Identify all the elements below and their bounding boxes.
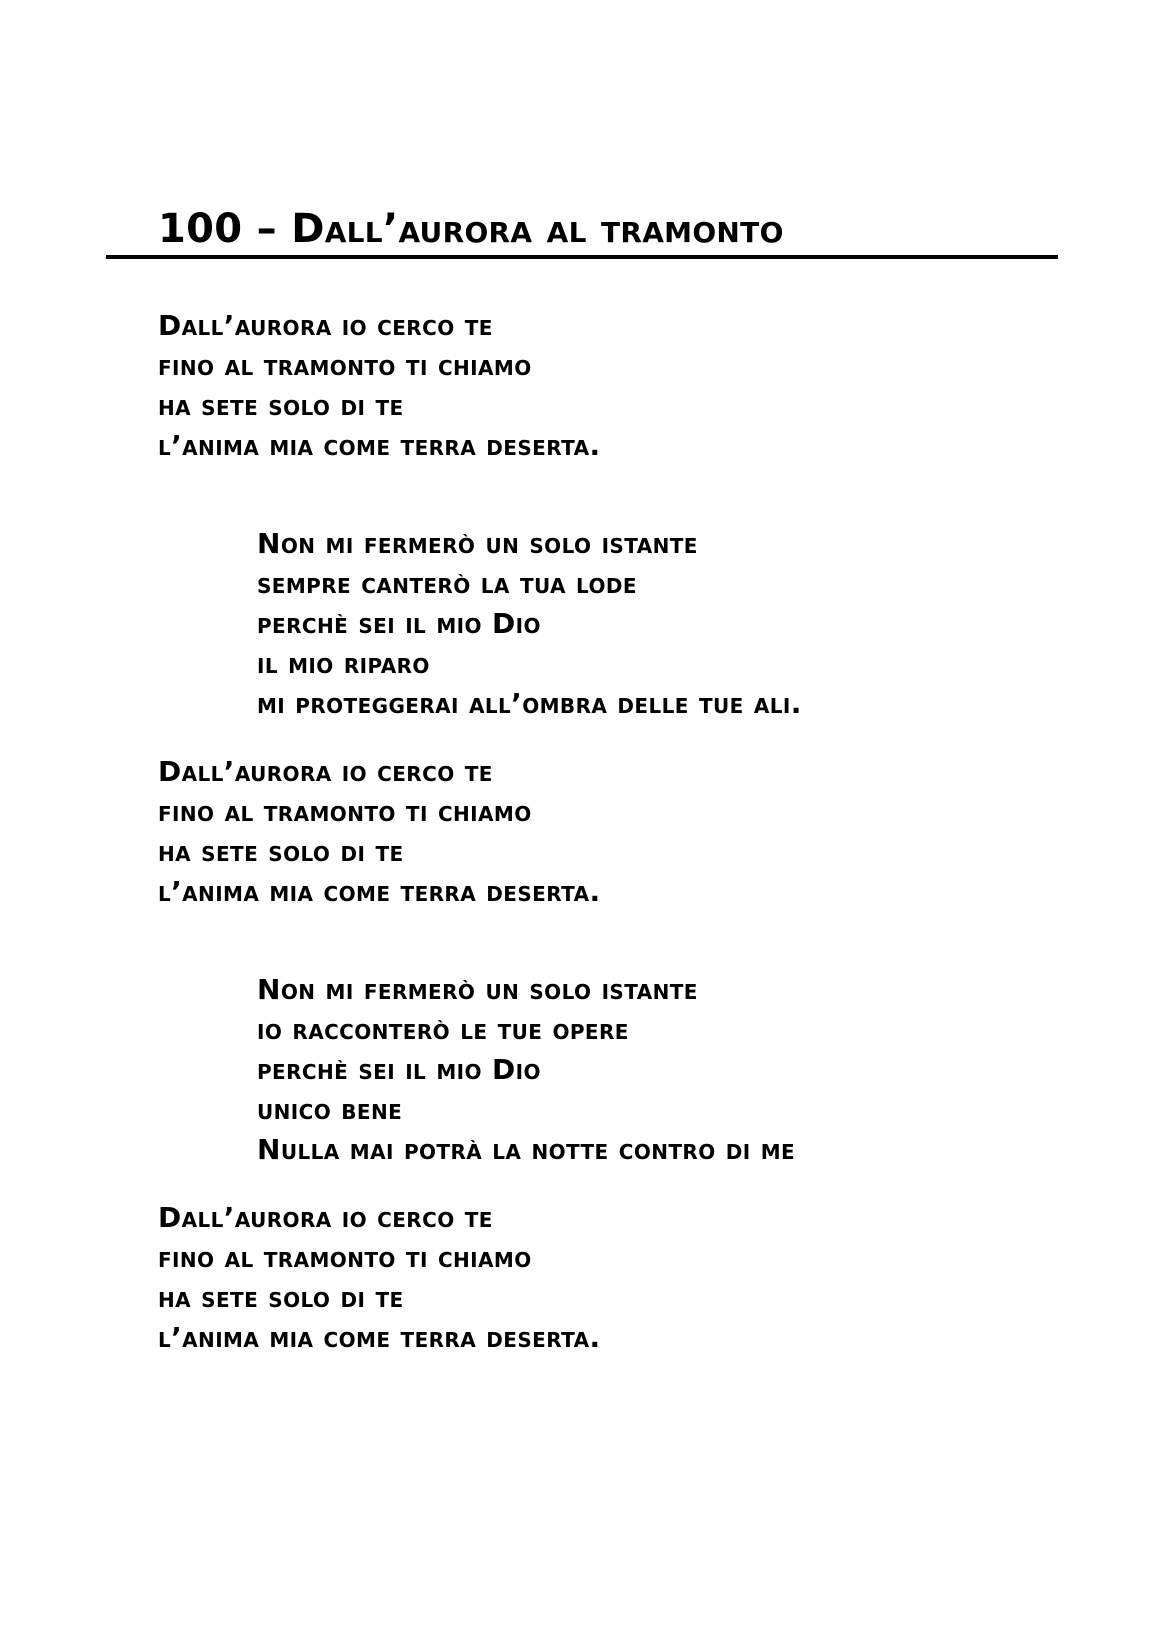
lyric-line: Non mi fermerò un solo istante <box>257 527 698 560</box>
lyric-line: il mio riparo <box>257 647 430 680</box>
stanza-refrain-3 <box>158 1198 601 1358</box>
lyric-line: fino al tramonto ti chiamo <box>158 349 532 382</box>
lyric-line: fino al tramonto ti chiamo <box>158 795 532 828</box>
lyric-line: unico bene <box>257 1093 403 1126</box>
lyric-line: Nulla mai potrà la notte contro di me <box>257 1133 796 1166</box>
title-separator: – <box>256 206 277 252</box>
lyric-line: ha sete solo di te <box>158 1281 404 1314</box>
lyric-line: mi proteggerai all’ombra delle tue ali. <box>257 687 802 720</box>
stanza-verse-2 <box>257 970 795 1170</box>
lyric-line: sempre canterò la tua lode <box>257 567 637 600</box>
stanza-verse-1 <box>257 524 802 724</box>
song-title <box>158 205 784 253</box>
song-title-text: Dall’aurora al tramonto <box>291 206 784 252</box>
lyric-line: perchè sei il mio Dio <box>257 1053 541 1086</box>
lyric-line: Non mi fermerò un solo istante <box>257 973 698 1006</box>
song-number: 100 <box>158 206 243 252</box>
stanza-refrain-2 <box>158 752 601 912</box>
lyric-line: Dall’aurora io cerco te <box>158 309 493 342</box>
lyric-line: ha sete solo di te <box>158 389 404 422</box>
lyric-line: Dall’aurora io cerco te <box>158 1201 493 1234</box>
lyric-line: perchè sei il mio Dio <box>257 607 541 640</box>
lyric-line: fino al tramonto ti chiamo <box>158 1241 532 1274</box>
lyric-line: ha sete solo di te <box>158 835 404 868</box>
lyric-line: l’anima mia come terra deserta. <box>158 875 601 908</box>
lyric-line: l’anima mia come terra deserta. <box>158 1321 601 1354</box>
lyric-line: io racconterò le tue opere <box>257 1013 629 1046</box>
lyric-line: l’anima mia come terra deserta. <box>158 429 601 462</box>
stanza-refrain-1 <box>158 306 601 466</box>
title-underline <box>106 255 1058 259</box>
lyric-line: Dall’aurora io cerco te <box>158 755 493 788</box>
